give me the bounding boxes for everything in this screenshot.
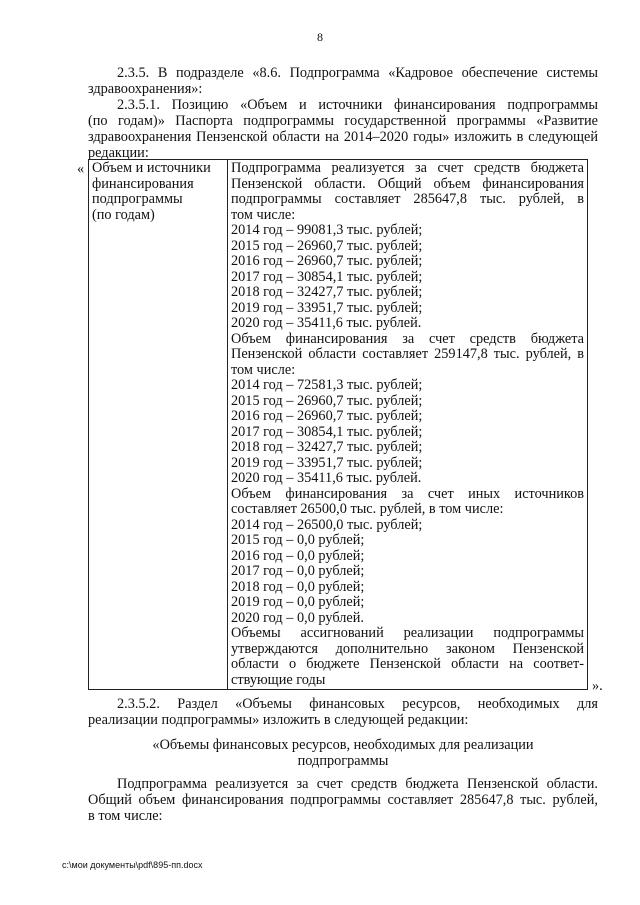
cell-line: 2017 год – 30854,1 тыс. рублей; [231, 268, 423, 285]
page-number: 8 [317, 30, 323, 44]
cell-line: 2020 год – 35411,6 тыс. рублей. [231, 470, 422, 486]
text-line: 2.3.5.2. Раздел «Объемы финансовых ресурсов, необходимых для [117, 696, 598, 712]
paragraph-2-3-5-2 [88, 696, 598, 728]
cell-line: 2020 год – 0,0 рублей. [231, 609, 364, 626]
cell-line: 2014 год – 26500,0 тыс. рублей; [231, 516, 423, 533]
cell-line: 2014 год – 99081,3 тыс. рублей; [231, 222, 423, 238]
financing-table [88, 159, 588, 690]
cell-line: ствующие годы [231, 671, 326, 688]
text-line: (по годам)» Паспорта подпрограммы государственной программы «Развитие [88, 113, 598, 129]
cell-line: 2015 год – 26960,7 тыс. рублей; [231, 237, 423, 254]
section-heading [88, 737, 598, 769]
text-line: реализации подпрограммы» изложить в следующей редакции: [88, 712, 469, 728]
cell-line: 2018 год – 32427,7 тыс. рублей; [231, 284, 423, 300]
cell-line: 2014 год – 72581,3 тыс. рублей; [231, 377, 423, 393]
text-line: здравоохранения Пензенской области на 2014–2020 годы» изложить в следующей [88, 129, 598, 145]
cell-line: 2016 год – 26960,7 тыс. рублей; [231, 408, 423, 424]
cell-line: Пензенской области. Общий объем финансирования [231, 175, 584, 192]
file-path-footer: c:\мои документы\pdf\895-пп.docx [62, 860, 203, 870]
cell-line: 2019 год – 0,0 рублей; [231, 594, 365, 610]
paragraph-closing [88, 776, 598, 824]
cell-line: 2016 год – 26960,7 тыс. рублей; [231, 253, 423, 269]
cell-line: 2017 год – 30854,1 тыс. рублей; [231, 423, 423, 440]
opening-quote: « [77, 161, 85, 177]
cell-line: Объемы ассигнований реализации подпрограммы [231, 625, 584, 641]
cell-line: составляет 26500,0 тыс. рублей, в том числе: [231, 501, 504, 517]
cell-line: 2019 год – 33951,7 тыс. рублей; [231, 299, 423, 316]
paragraph-2-3-5-1 [88, 97, 598, 161]
cell-line: утверждаются дополнительно законом Пензенской [231, 640, 584, 657]
paragraph-2-3-5 [88, 65, 598, 97]
cell-line: 2017 год – 0,0 рублей; [231, 563, 365, 579]
table-row [89, 160, 588, 690]
cell-line: подпрограммы [92, 191, 183, 207]
cell-line: финансирования [92, 175, 194, 192]
cell-line: том числе: [231, 206, 296, 223]
text-line: Общий объем финансирования подпрограммы составляет 285647,8 тыс. рублей, [88, 792, 598, 808]
cell-line: Подпрограмма реализуется за счет средств бюджета [231, 160, 584, 176]
cell-line: 2018 год – 0,0 рублей; [231, 578, 365, 595]
cell-line: Пензенской области составляет 259147,8 тыс. рублей, в [231, 346, 584, 362]
heading-line: «Объемы финансовых ресурсов, необходимых для реализации [152, 737, 534, 753]
text-line: Подпрограмма реализуется за счет средств бюджета Пензенской области. [117, 776, 598, 792]
cell-line: подпрограммы составляет 285647,8 тыс. рублей, в [231, 191, 584, 207]
cell-line: том числе: [231, 361, 296, 378]
table-cell-label [89, 160, 228, 690]
text-line: редакции: [88, 145, 149, 161]
cell-line: 2018 год – 32427,7 тыс. рублей; [231, 439, 423, 455]
cell-line: 2016 год – 0,0 рублей; [231, 547, 365, 564]
cell-line: 2019 год – 33951,7 тыс. рублей; [231, 454, 423, 471]
cell-line: 2015 год – 26960,7 тыс. рублей; [231, 392, 423, 409]
table-cell-content [228, 160, 588, 690]
cell-line: 2020 год – 35411,6 тыс. рублей. [231, 315, 422, 331]
text-line: в том числе: [88, 808, 163, 824]
heading-line: подпрограммы [297, 753, 389, 769]
text-line: 2.3.5. В подразделе «8.6. Подпрограмма «Кадровое обеспечение системы [117, 65, 598, 81]
cell-line: Объем финансирования за счет средств бюджета [231, 330, 584, 347]
cell-line: 2015 год – 0,0 рублей; [231, 532, 365, 548]
cell-line: Объем финансирования за счет иных источников [231, 485, 584, 502]
cell-line: области о бюджете Пензенской области на соответ- [231, 656, 584, 672]
cell-line: Объем и источники [92, 160, 211, 176]
text-line: здравоохранения»: [88, 81, 203, 97]
cell-line: (по годам) [92, 206, 155, 223]
closing-quote: ». [592, 678, 603, 694]
text-line: 2.3.5.1. Позицию «Объем и источники финансирования подпрограммы [117, 97, 598, 113]
